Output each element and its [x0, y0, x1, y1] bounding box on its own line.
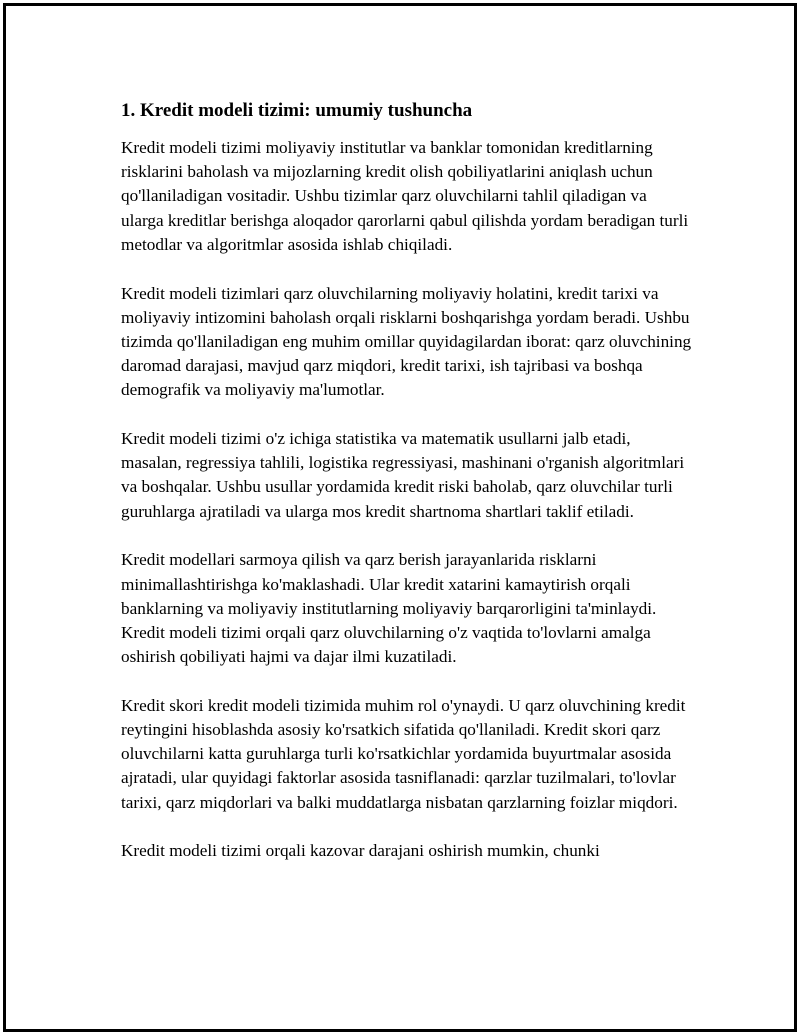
paragraph-5: Kredit skori kredit modeli tizimida muhim rol o'ynaydi. U qarz oluvchining kredit reytingini hisoblashda asosiy ko'rsatkich sifatida qo'llaniladi. Kredit skori qarz oluvchilarni katta guruhlarga turli ko'rsatkichlar yordamida buyurtmalar asosida ajratadi, ular quyidagi faktorlar asosida tasniflanadi: qarzlar tuzilmalari, to'lovlar tarixi, qarz miqdorlari va balki muddatlarga nisbatan qarzlarning foizlar miqdori. [121, 695, 686, 812]
document-body [121, 98, 693, 864]
paragraph-3: Kredit modeli tizimi o'z ichiga statistika va matematik usullarni jalb etadi, masalan, regressiya tahlili, logistika regressiyasi, mashinani o'rganish algoritmlari va boshqalar. Ushbu usullar yordamida kredit riski baholab, qarz oluvchilar turli guruhlarga ajratiladi va ularga mos kredit shartnoma shartlari taklif etiladi. [121, 429, 685, 521]
paragraph-4: Kredit modellari sarmoya qilish va qarz berish jarayanlarida risklarni minimallashtirishga ko'maklashadi. Ular kredit xatarini kamaytirish orqali banklarning va moliyaviy institutlarning moliyaviy barqarorligini ta'minlaydi. Kredit modeli tizimi orqali qarz oluvchilarning o'z vaqtida to'lovlarni amalga oshirish qobiliyati hajmi va dajar ilmi kuzatiladi. [121, 550, 657, 667]
section-heading: 1. Kredit modeli tizimi: umumiy tushuncha [121, 100, 473, 121]
paragraph-2: Kredit modeli tizimlari qarz oluvchilarning moliyaviy holatini, kredit tarixi va moliyaviy intizomini baholash orqali risklarni boshqarishga yordam beradi. Ushbu tizimda qo'llaniladigan eng muhim omillar quyidagilardan iborat: qarz oluvchining daromad darajasi, mavjud qarz miqdori, kredit tarixi, ish tajribasi va boshqa demografik va moliyaviy ma'lumotlar. [121, 283, 692, 400]
page-frame [3, 3, 797, 1032]
paragraph-1: Kredit modeli tizimi moliyaviy institutlar va banklar tomonidan kreditlarning risklarini baholash va mijozlarning kredit olish qobiliyatlarini aniqlash uchun qo'llaniladigan vositadir. Ushbu tizimlar qarz oluvchilarni tahlil qiladigan va ularga kreditlar berishga aloqador qarorlarni qabul qilishda yordam beradigan turli metodlar va algoritmlar asosida ishlab chiqiladi. [121, 138, 689, 254]
paragraph-6: Kredit modeli tizimi orqali kazovar darajani oshirish mumkin, chunki [121, 841, 600, 861]
